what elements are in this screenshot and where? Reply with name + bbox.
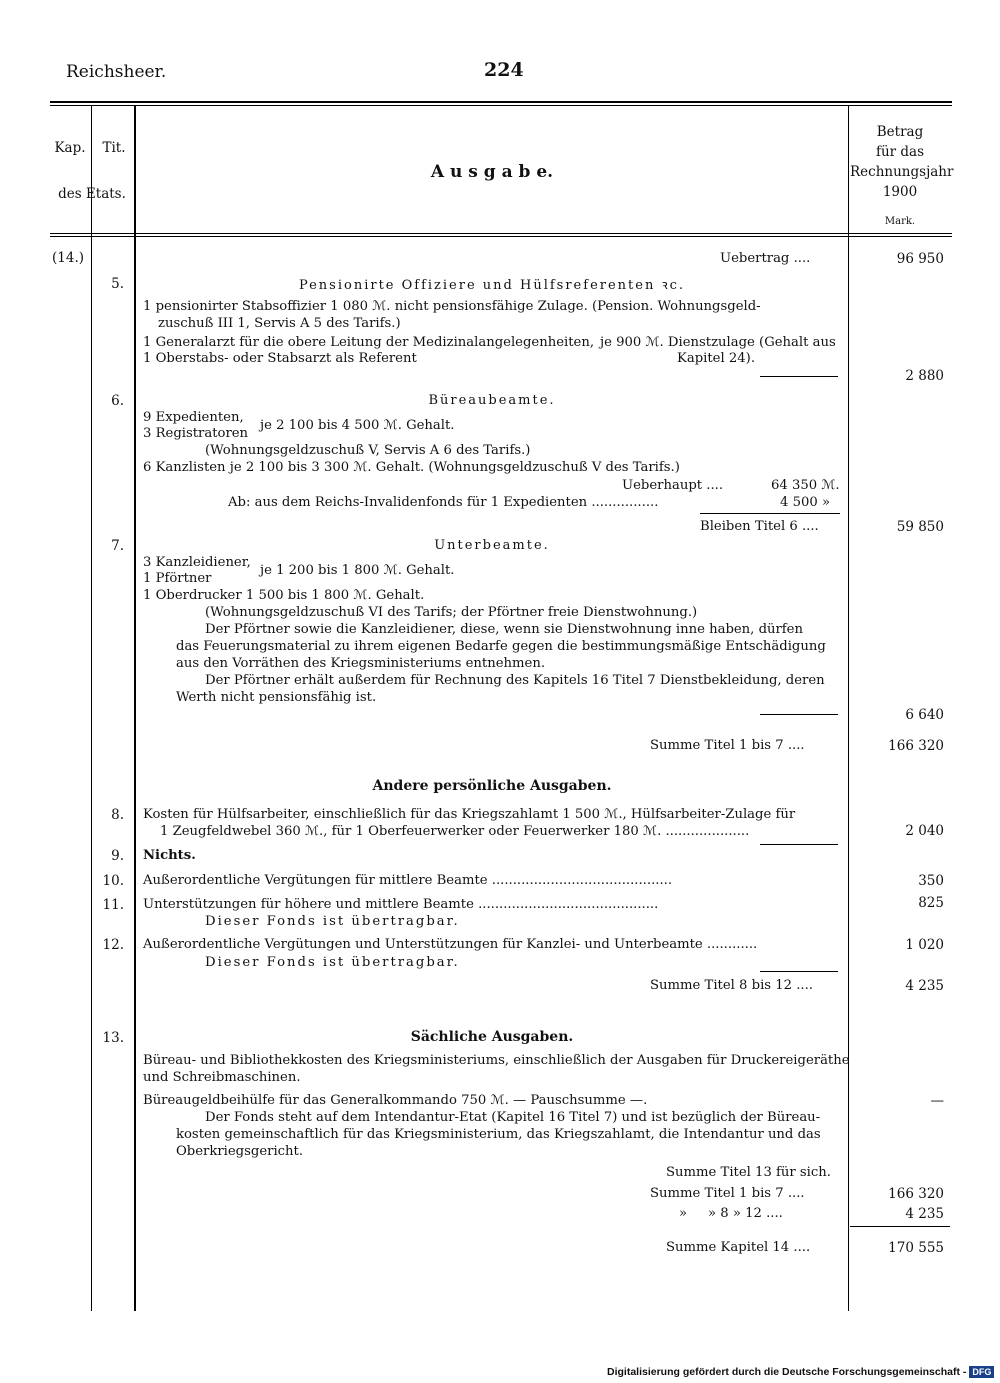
bleiben-label: Bleiben Titel 6 .... [700, 519, 819, 534]
running-title: Reichsheer. [66, 62, 167, 82]
text-line: Unterstützungen für höhere und mittlere Beamte ........................................... [143, 897, 659, 912]
text-line: 1 Zeugfeldwebel 360 ℳ., für 1 Oberfeuerwerker oder Feuerwerker 180 ℳ. .................... [160, 824, 750, 839]
text-line: Der Pförtner erhält außerdem für Rechnung des Kapitels 16 Titel 7 Dienstbekleidung, deren [205, 673, 825, 688]
sum-rule [760, 844, 838, 845]
text-line: kosten gemeinschaftlich für das Kriegsministerium, das Kriegszahlamt, die Intendantur und das [176, 1127, 821, 1142]
top-rule [50, 101, 952, 103]
titel-number: 9. [111, 848, 124, 864]
text-line: Nichts. [143, 848, 196, 863]
kap-header: Kap. [54, 140, 86, 156]
text-line: 3 Kanzleidiener, [143, 555, 251, 570]
text-line: Oberkriegsgericht. [176, 1144, 304, 1159]
betrag-line: Betrag [876, 124, 924, 140]
text-line: 9 Expedienten, [143, 410, 244, 425]
titel-number: 7. [111, 538, 124, 554]
text-line: Der Pförtner sowie die Kanzleidiener, diese, wenn sie Dienstwohnung inne haben, dürfen [205, 622, 803, 637]
text-line: 6 Kanzlisten je 2 100 bis 3 300 ℳ. Gehalt. (Wohnungsgeldzuschuß V des Tarifs.) [143, 460, 680, 475]
betrag-line: Rechnungsjahr [850, 164, 954, 180]
text-line: 1 Oberdrucker 1 500 bis 1 800 ℳ. Gehalt. [143, 588, 425, 603]
text-line: und Schreibmaschinen. [143, 1070, 301, 1085]
head-rule [50, 233, 952, 234]
kapitel-number: (14.) [52, 250, 85, 266]
text-line: Kapitel 24). [677, 351, 756, 366]
sum-rule [850, 1226, 950, 1227]
text-line: 1 Pförtner [143, 571, 212, 586]
abzug-amount: 4 500 » [780, 495, 831, 510]
titel-number: 13. [102, 1030, 124, 1046]
uebertrag-amount: 96 950 [896, 251, 944, 267]
summe-label: Summe Titel 8 bis 12 .... [650, 978, 814, 993]
text-line: 3 Registratoren [143, 426, 249, 441]
titel-number: 6. [111, 393, 124, 409]
titel-amount: 2 880 [905, 368, 944, 384]
titel-amount: 825 [918, 895, 944, 911]
section-heading: Andere persönliche Ausgaben. [372, 778, 612, 794]
text-line: 1 Oberstabs- oder Stabsarzt als Referent [143, 351, 417, 366]
text-line: zuschuß III 1, Servis A 5 des Tarifs.) [158, 316, 401, 331]
titel-number: 5. [111, 276, 124, 292]
titel-number: 11. [102, 897, 124, 913]
sum-rule [700, 513, 840, 514]
ausgabe-header: A u s g a b e. [430, 162, 554, 182]
summe-label: » » 8 » 12 .... [679, 1206, 783, 1221]
betrag-line: für das [875, 144, 925, 160]
text-line: (Wohnungsgeldzuschuß V, Servis A 6 des Tarifs.) [205, 443, 531, 458]
titel-amount: — [930, 1093, 944, 1109]
betrag-line: 1900 [882, 184, 918, 200]
page-number: 224 [484, 59, 524, 81]
summe-label: Summe Titel 1 bis 7 .... [650, 1186, 805, 1201]
summe-amount: 4 235 [905, 978, 944, 994]
tit-header: Tit. [102, 140, 126, 156]
text-line: (Wohnungsgeldzuschuß VI des Tarifs; der Pförtner freie Dienstwohnung.) [205, 605, 698, 620]
titel-amount: 350 [918, 873, 944, 889]
section-heading: Pensionirte Offiziere und Hülfsreferenten ꝛc. [298, 278, 686, 293]
summe-label: Summe Titel 13 für sich. [666, 1165, 831, 1180]
text-line: Dieser Fonds ist übertragbar. [205, 955, 460, 970]
text-line: Kosten für Hülfsarbeiter, einschließlich für das Kriegszahlamt 1 500 ℳ., Hülfsarbeiter-Zulage für [143, 807, 796, 822]
sum-rule [760, 971, 838, 972]
text-line: je 1 200 bis 1 800 ℳ. Gehalt. [260, 563, 455, 578]
text-line: Büreaugeldbeihülfe für das Generalkommando 750 ℳ. — Pauschsumme —. [143, 1093, 648, 1108]
ueberhaupt-amount: 64 350 ℳ. [771, 478, 840, 493]
section-heading: Büreaubeamte. [428, 393, 556, 408]
titel-amount: 6 640 [905, 707, 944, 723]
text-line: Außerordentliche Vergütungen für mittlere Beamte ........................................... [143, 873, 673, 888]
text-line: Der Fonds steht auf dem Intendantur-Etat (Kapitel 16 Titel 7) und ist bezüglich der Büreau- [205, 1110, 821, 1125]
dfg-logo: DFG [969, 1366, 994, 1378]
dfg-footer [607, 1366, 994, 1378]
top-rule-thin [50, 105, 952, 106]
sum-rule [760, 376, 838, 377]
text-line: aus den Vorräthen des Kriegsministeriums entnehmen. [176, 656, 546, 671]
text-line: 1 Generalarzt für die obere Leitung der Medizinalangelegenheiten, [143, 335, 595, 350]
titel-amount: 2 040 [905, 823, 944, 839]
summe-amount: 4 235 [905, 1206, 944, 1222]
col-divider-betrag [848, 106, 849, 1311]
summe-label: Summe Kapitel 14 .... [666, 1240, 811, 1255]
titel-amount: 1 020 [905, 937, 944, 953]
titel-number: 8. [111, 807, 124, 823]
text-line: Büreau- und Bibliothekkosten des Kriegsministeriums, einschließlich der Ausgaben für Druckereigeräthe [143, 1053, 850, 1068]
text-line: Außerordentliche Vergütungen und Unterstützungen für Kanzlei- und Unterbeamte ............ [143, 937, 758, 952]
section-heading: Sächliche Ausgaben. [410, 1029, 574, 1045]
ueberhaupt-label: Ueberhaupt .... [622, 478, 724, 493]
footer-text: Digitalisierung gefördert durch die Deutsche Forschungsgemeinschaft - [607, 1366, 967, 1378]
summe-amount: 166 320 [888, 1186, 944, 1202]
abzug-line: Ab: aus dem Reichs-Invalidenfonds für 1 Expedienten ................ [228, 495, 659, 510]
text-line: 1 pensionirter Stabsoffizier 1 080 ℳ. nicht pensionsfähige Zulage. (Pension. Wohnungsgeld- [143, 299, 761, 314]
titel-number: 12. [102, 937, 124, 953]
titel-amount: 59 850 [896, 519, 944, 535]
sum-rule [760, 714, 838, 715]
summe-label: Summe Titel 1 bis 7 .... [650, 738, 805, 753]
text-line: Werth nicht pensionsfähig ist. [176, 690, 377, 705]
text-line: je 2 100 bis 4 500 ℳ. Gehalt. [260, 418, 455, 433]
summe-amount: 170 555 [888, 1240, 944, 1256]
text-line: das Feuerungsmaterial zu ihrem eigenen Bedarfe gegen die bestimmungsmäßige Entschädigung [176, 639, 826, 654]
col-divider-kap [91, 106, 92, 1311]
section-heading: Unterbeamte. [434, 538, 550, 553]
mark-unit: Mark. [884, 216, 916, 227]
summe-amount: 166 320 [888, 738, 944, 754]
text-line: je 900 ℳ. Dienstzulage (Gehalt aus [600, 335, 836, 350]
des-etats-header: des Etats. [58, 186, 126, 202]
uebertrag-label: Uebertrag .... [720, 251, 811, 266]
text-line: Dieser Fonds ist übertragbar. [205, 914, 460, 929]
titel-number: 10. [102, 873, 124, 889]
head-rule-2 [50, 236, 952, 237]
